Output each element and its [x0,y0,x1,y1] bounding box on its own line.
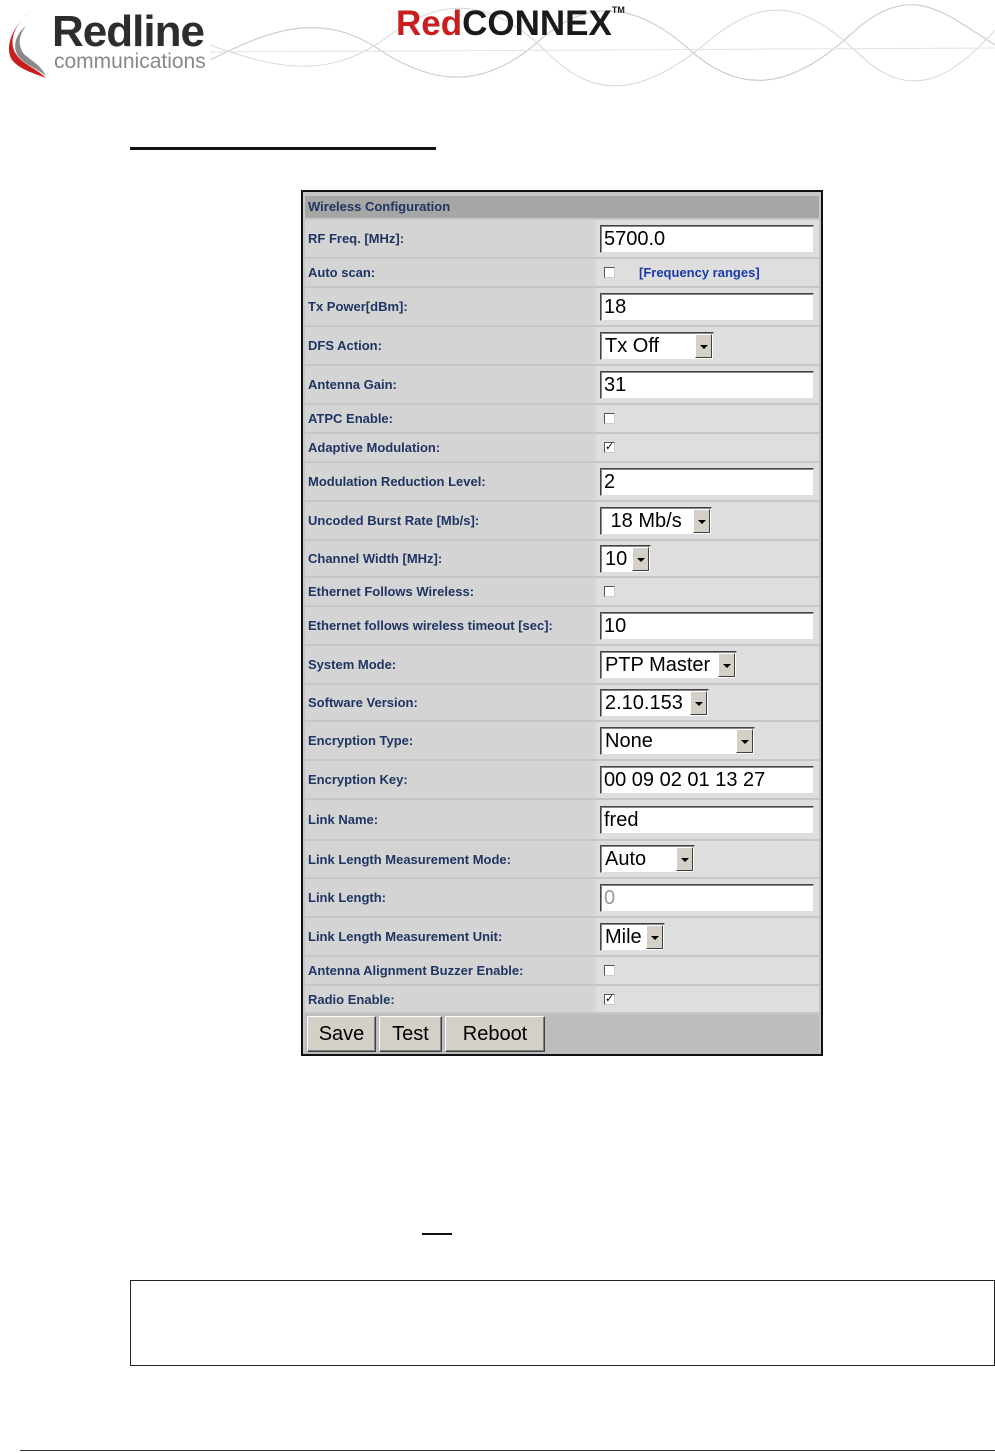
system-mode-value: PTP Master [605,653,711,676]
chevron-down-icon [690,691,707,715]
encryption-type-select[interactable] [600,727,755,755]
antenna-gain-label: Antenna Gain: [305,366,594,403]
test-button[interactable]: Test [379,1016,442,1052]
channel-width-select[interactable] [600,545,651,573]
chevron-down-icon [736,729,753,753]
modulation-reduction-level-input[interactable]: 2 [600,468,814,496]
row-ethernet-follows-wireless [305,578,819,605]
row-radio-enable [305,986,819,1012]
page-header [0,0,995,95]
rf-freq-label: RF Freq. [MHz]: [305,220,594,257]
uncoded-burst-rate-select[interactable] [600,507,712,535]
link-length-label: Link Length: [305,879,594,916]
system-mode-label: System Mode: [305,646,594,683]
brand-subtitle: communications [54,50,206,73]
dfs-action-label: DFS Action: [305,327,594,364]
row-antenna-alignment-buzzer-enable [305,957,819,984]
ethernet-follows-wireless-label: Ethernet Follows Wireless: [305,578,594,605]
row-ethernet-follows-wireless-timeout [305,607,819,644]
chevron-down-icon [676,847,693,871]
button-bar [305,1014,819,1054]
link-length-measurement-unit-select[interactable] [600,923,665,951]
row-system-mode [305,646,819,683]
brand-name: Redline [52,7,204,56]
chevron-down-icon [695,334,712,358]
section-heading-rule [130,147,436,150]
tx-power-input[interactable]: 18 [600,293,814,321]
product-logo-black: CONNEX [462,4,612,43]
frequency-ranges-link[interactable]: [Frequency ranges] [639,265,760,280]
save-button[interactable]: Save [307,1016,376,1052]
row-tx-power [305,288,819,325]
system-mode-select[interactable] [600,651,737,679]
row-link-length [305,879,819,916]
link-length-measurement-mode-label: Link Length Measurement Mode: [305,841,594,877]
ethernet-follows-wireless-timeout-input[interactable]: 10 [600,612,814,640]
redline-logo-icon [6,8,50,80]
link-name-label: Link Name: [305,800,594,839]
chevron-down-icon [693,509,710,533]
antenna-alignment-buzzer-enable-checkbox[interactable] [604,965,615,976]
chevron-down-icon [646,925,663,949]
atpc-enable-checkbox[interactable] [604,413,615,424]
panel-title: Wireless Configuration [305,196,819,218]
antenna-gain-input[interactable]: 31 [600,371,814,399]
radio-enable-label: Radio Enable: [305,986,594,1012]
auto-scan-checkbox[interactable] [604,267,615,278]
auto-scan-label: Auto scan: [305,259,594,286]
row-uncoded-burst-rate [305,502,819,539]
inline-underline-rule [422,1233,452,1235]
row-atpc-enable [305,405,819,432]
row-channel-width [305,541,819,576]
row-link-name [305,800,819,839]
row-rf-freq [305,220,819,257]
encryption-key-input[interactable]: 00 09 02 01 13 27 [600,766,814,794]
row-software-version [305,685,819,720]
chevron-down-icon [632,547,649,571]
dfs-action-select[interactable] [600,332,714,360]
row-link-length-measurement-unit [305,918,819,955]
rf-freq-input[interactable]: 5700.0 [600,225,814,253]
row-modulation-reduction-level [305,463,819,500]
modulation-reduction-level-label: Modulation Reduction Level: [305,463,594,500]
adaptive-modulation-label: Adaptive Modulation: [305,434,594,461]
link-length-measurement-unit-label: Link Length Measurement Unit: [305,918,594,955]
software-version-select[interactable] [600,689,709,717]
adaptive-modulation-checkbox[interactable] [604,442,615,453]
link-name-input[interactable]: fred [600,806,814,834]
product-logo-red: Red [396,4,463,43]
row-dfs-action [305,327,819,364]
checkmark-icon: ✓ [605,441,615,453]
reboot-button[interactable]: Reboot [445,1016,545,1052]
link-length-measurement-unit-value: Mile [605,925,642,948]
row-antenna-gain [305,366,819,403]
link-length-measurement-mode-select[interactable] [600,845,695,873]
ethernet-follows-wireless-checkbox[interactable] [604,586,615,597]
encryption-type-label: Encryption Type: [305,722,594,759]
uncoded-burst-rate-value: 18 Mb/s [605,509,682,532]
checkmark-icon: ✓ [605,992,615,1005]
note-box [130,1280,995,1366]
row-adaptive-modulation [305,434,819,461]
link-length-measurement-mode-value: Auto [605,848,647,870]
row-link-length-measurement-mode [305,841,819,877]
row-encryption-type [305,722,819,759]
software-version-label: Software Version: [305,685,594,720]
software-version-value: 2.10.153 [605,691,683,714]
dfs-action-value: Tx Off [605,334,660,357]
footer-rule [20,1450,995,1451]
channel-width-value: 10 [605,547,628,570]
radio-enable-checkbox[interactable] [604,994,615,1005]
row-auto-scan [305,259,819,286]
tx-power-label: Tx Power[dBm]: [305,288,594,325]
row-encryption-key [305,761,819,798]
antenna-alignment-buzzer-enable-label: Antenna Alignment Buzzer Enable: [305,957,594,984]
chevron-down-icon [718,653,735,677]
wireless-configuration-panel [301,190,823,1056]
product-logo [396,6,625,41]
ethernet-follows-wireless-timeout-label: Ethernet follows wireless timeout [sec]: [305,607,594,644]
link-length-input: 0 [600,884,814,912]
channel-width-label: Channel Width [MHz]: [305,541,594,576]
trademark-mark: TM [611,5,625,15]
uncoded-burst-rate-label: Uncoded Burst Rate [Mb/s]: [305,502,594,539]
encryption-type-value: None [605,729,653,752]
encryption-key-label: Encryption Key: [305,761,594,798]
atpc-enable-label: ATPC Enable: [305,405,594,432]
